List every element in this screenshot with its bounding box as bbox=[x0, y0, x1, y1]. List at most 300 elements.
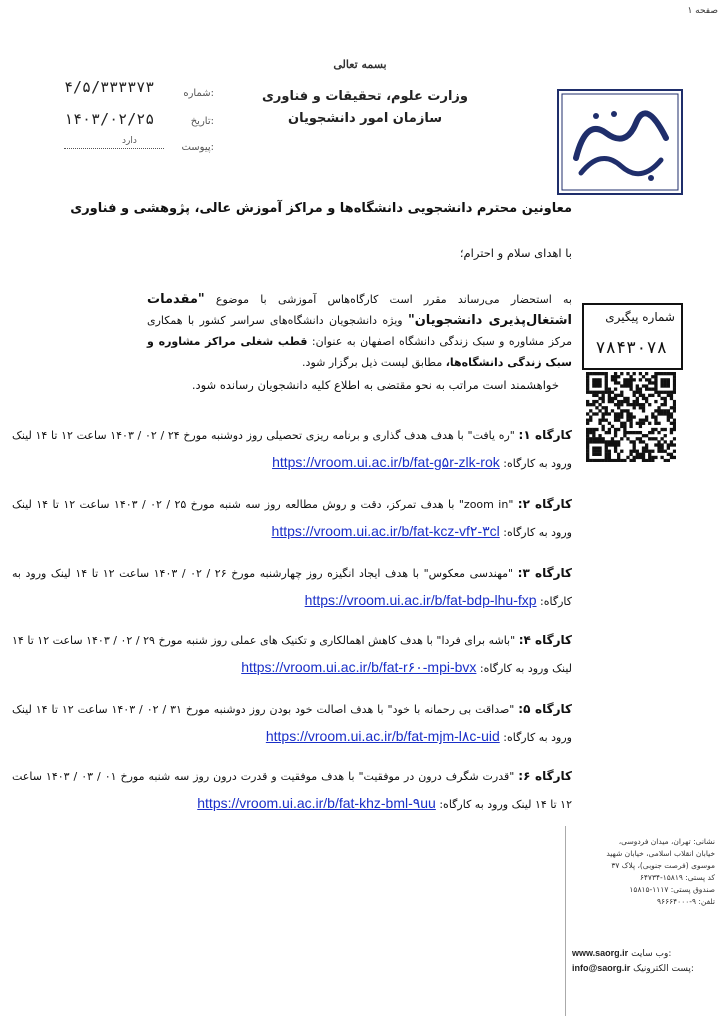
basmala: بسمه تعالی bbox=[333, 58, 387, 71]
qr-module bbox=[602, 425, 605, 428]
qr-module bbox=[654, 372, 657, 375]
qr-module bbox=[660, 372, 663, 375]
qr-module bbox=[670, 443, 673, 446]
qr-module bbox=[657, 422, 660, 425]
qr-module bbox=[614, 415, 617, 418]
qr-module bbox=[670, 431, 673, 434]
intro-topic: "مقدمات اشتغال‌پذیری دانشجویان" bbox=[147, 292, 572, 328]
qr-module bbox=[651, 459, 654, 462]
qr-module bbox=[636, 400, 639, 403]
intro-paragraph bbox=[147, 289, 572, 373]
qr-module bbox=[651, 431, 654, 434]
qr-module bbox=[611, 437, 614, 440]
qr-module bbox=[673, 456, 676, 459]
qr-module bbox=[605, 372, 608, 375]
qr-module bbox=[620, 415, 623, 418]
qr-module bbox=[611, 397, 614, 400]
qr-module bbox=[598, 440, 601, 443]
qr-module bbox=[660, 384, 663, 387]
qr-module bbox=[586, 440, 589, 443]
qr-module bbox=[673, 428, 676, 431]
qr-module bbox=[626, 431, 629, 434]
qr-module bbox=[660, 446, 663, 449]
qr-module bbox=[608, 391, 611, 394]
address-line: موسوی (فرصت جنوبی)، پلاک ۳۷ bbox=[611, 861, 715, 870]
qr-module bbox=[645, 443, 648, 446]
qr-module bbox=[623, 397, 626, 400]
qr-module bbox=[673, 391, 676, 394]
qr-module bbox=[586, 459, 589, 462]
qr-module bbox=[651, 381, 654, 384]
qr-module bbox=[614, 403, 617, 406]
qr-module bbox=[623, 425, 626, 428]
qr-module bbox=[657, 391, 660, 394]
qr-module bbox=[620, 394, 623, 397]
qr-module bbox=[620, 412, 623, 415]
qr-module bbox=[660, 378, 663, 381]
address-line: کد پستی: ۱۵۸۱۹-۶۴۷۳۴ bbox=[639, 873, 715, 882]
qr-module bbox=[639, 372, 642, 375]
workshop-link[interactable]: https://vroom.ui.ac.ir/b/fat-g۵r-zlk-rok bbox=[272, 454, 500, 470]
qr-module bbox=[657, 440, 660, 443]
website-link[interactable]: www.saorg.ir bbox=[572, 948, 629, 958]
qr-module bbox=[660, 450, 663, 453]
qr-module bbox=[614, 394, 617, 397]
qr-module bbox=[626, 397, 629, 400]
qr-module bbox=[592, 440, 595, 443]
qr-module bbox=[642, 440, 645, 443]
letter-number-label: شماره: bbox=[183, 88, 214, 99]
qr-module bbox=[664, 440, 667, 443]
qr-module bbox=[629, 431, 632, 434]
qr-module bbox=[605, 459, 608, 462]
qr-module bbox=[664, 450, 667, 453]
qr-module bbox=[605, 453, 608, 456]
qr-module bbox=[648, 422, 651, 425]
qr-module bbox=[667, 381, 670, 384]
qr-module bbox=[645, 434, 648, 437]
qr-module bbox=[667, 419, 670, 422]
qr-module bbox=[670, 428, 673, 431]
qr-module bbox=[629, 403, 632, 406]
qr-module bbox=[595, 412, 598, 415]
qr-module bbox=[654, 419, 657, 422]
qr-module bbox=[633, 394, 636, 397]
qr-module bbox=[673, 450, 676, 453]
qr-module bbox=[598, 419, 601, 422]
qr-module bbox=[598, 459, 601, 462]
qr-module bbox=[617, 403, 620, 406]
qr-module bbox=[595, 378, 598, 381]
qr-module bbox=[673, 400, 676, 403]
qr-module bbox=[645, 384, 648, 387]
qr-module bbox=[595, 384, 598, 387]
qr-module bbox=[633, 446, 636, 449]
qr-module bbox=[648, 459, 651, 462]
qr-module bbox=[592, 428, 595, 431]
qr-module bbox=[605, 375, 608, 378]
qr-module bbox=[626, 381, 629, 384]
qr-module bbox=[586, 388, 589, 391]
qr-module bbox=[633, 406, 636, 409]
qr-module bbox=[657, 409, 660, 412]
qr-module bbox=[636, 388, 639, 391]
qr-module bbox=[598, 372, 601, 375]
qr-module bbox=[605, 412, 608, 415]
qr-module bbox=[645, 450, 648, 453]
qr-module bbox=[645, 459, 648, 462]
address-line: صندوق پستی: ۱۱۱۷-۱۵۸۱۵ bbox=[629, 885, 715, 894]
qr-module bbox=[673, 381, 676, 384]
qr-module bbox=[673, 409, 676, 412]
qr-module bbox=[636, 450, 639, 453]
qr-module bbox=[611, 409, 614, 412]
qr-module bbox=[589, 428, 592, 431]
qr-module bbox=[605, 446, 608, 449]
qr-module bbox=[670, 394, 673, 397]
qr-module bbox=[648, 381, 651, 384]
intro-text-2: ویژه دانشجویان دانشگاه‌های سراسر کشور با همکاری مرکز مشاوره و سبک زندگی دانشگاه اصفهان به عنوان: bbox=[147, 314, 572, 348]
qr-module bbox=[639, 394, 642, 397]
workshop-label: کارگاه ۵: bbox=[518, 702, 573, 716]
qr-module bbox=[660, 409, 663, 412]
qr-module bbox=[629, 384, 632, 387]
qr-module bbox=[598, 450, 601, 453]
qr-module bbox=[614, 375, 617, 378]
qr-module bbox=[592, 434, 595, 437]
qr-module bbox=[595, 372, 598, 375]
qr-module bbox=[642, 419, 645, 422]
qr-module bbox=[636, 422, 639, 425]
organization-logo bbox=[556, 88, 684, 196]
qr-module bbox=[651, 388, 654, 391]
qr-module bbox=[636, 437, 639, 440]
qr-module bbox=[611, 391, 614, 394]
qr-module bbox=[664, 384, 667, 387]
qr-module bbox=[614, 412, 617, 415]
qr-module bbox=[629, 415, 632, 418]
qr-module bbox=[608, 431, 611, 434]
qr-module bbox=[611, 400, 614, 403]
qr-module bbox=[608, 443, 611, 446]
letter-date-label: تاریخ: bbox=[190, 116, 214, 127]
qr-code bbox=[586, 372, 676, 462]
qr-module bbox=[623, 400, 626, 403]
qr-module bbox=[667, 415, 670, 418]
qr-module bbox=[608, 428, 611, 431]
qr-module bbox=[626, 412, 629, 415]
workshop-link[interactable]: https://vroom.ui.ac.ir/b/fat-mjm-l۸c-uid bbox=[265, 728, 500, 744]
qr-module bbox=[605, 381, 608, 384]
qr-module bbox=[602, 437, 605, 440]
qr-module bbox=[636, 403, 639, 406]
qr-module bbox=[639, 406, 642, 409]
qr-module bbox=[648, 456, 651, 459]
qr-module bbox=[626, 419, 629, 422]
qr-module bbox=[629, 453, 632, 456]
qr-module bbox=[670, 397, 673, 400]
qr-module bbox=[623, 409, 626, 412]
qr-module bbox=[673, 437, 676, 440]
qr-module bbox=[660, 412, 663, 415]
workshop-link[interactable]: https://vroom.ui.ac.ir/b/fat-bdp-lhu-fxp bbox=[304, 592, 537, 608]
qr-module bbox=[664, 412, 667, 415]
qr-module bbox=[629, 381, 632, 384]
qr-module bbox=[620, 422, 623, 425]
qr-module bbox=[608, 459, 611, 462]
qr-module bbox=[586, 422, 589, 425]
qr-module bbox=[605, 406, 608, 409]
qr-module bbox=[589, 440, 592, 443]
qr-module bbox=[636, 453, 639, 456]
qr-module bbox=[614, 450, 617, 453]
qr-module bbox=[592, 384, 595, 387]
workshop-item bbox=[12, 763, 572, 818]
salutation: با اهدای سلام و احترام؛ bbox=[459, 246, 572, 260]
qr-module bbox=[608, 450, 611, 453]
qr-module bbox=[617, 456, 620, 459]
qr-module bbox=[595, 391, 598, 394]
qr-module bbox=[595, 453, 598, 456]
qr-module bbox=[633, 400, 636, 403]
qr-module bbox=[654, 391, 657, 394]
qr-module bbox=[670, 453, 673, 456]
qr-module bbox=[586, 403, 589, 406]
workshop-label: کارگاه ۶: bbox=[518, 769, 573, 783]
qr-module bbox=[586, 434, 589, 437]
qr-module bbox=[664, 391, 667, 394]
qr-module bbox=[667, 409, 670, 412]
letter-number: ۴/۵/۳۳۳۳۷۳ bbox=[64, 78, 155, 96]
qr-module bbox=[673, 406, 676, 409]
qr-module bbox=[626, 456, 629, 459]
qr-module bbox=[617, 415, 620, 418]
qr-module bbox=[636, 391, 639, 394]
qr-module bbox=[673, 443, 676, 446]
footer-contact bbox=[572, 946, 712, 976]
qr-module bbox=[673, 419, 676, 422]
qr-module bbox=[623, 378, 626, 381]
qr-module bbox=[595, 400, 598, 403]
qr-module bbox=[626, 415, 629, 418]
qr-module bbox=[623, 422, 626, 425]
qr-module bbox=[592, 431, 595, 434]
qr-module bbox=[645, 397, 648, 400]
qr-module bbox=[614, 459, 617, 462]
qr-module bbox=[589, 403, 592, 406]
qr-module bbox=[667, 446, 670, 449]
qr-module bbox=[645, 419, 648, 422]
qr-module bbox=[626, 400, 629, 403]
qr-module bbox=[664, 409, 667, 412]
qr-module bbox=[639, 425, 642, 428]
website-label: وب سایت: bbox=[631, 949, 672, 959]
qr-module bbox=[633, 415, 636, 418]
qr-module bbox=[645, 415, 648, 418]
qr-module bbox=[629, 375, 632, 378]
qr-module bbox=[595, 446, 598, 449]
qr-module bbox=[633, 459, 636, 462]
qr-module bbox=[614, 434, 617, 437]
qr-module bbox=[651, 415, 654, 418]
qr-module bbox=[639, 403, 642, 406]
qr-module bbox=[629, 419, 632, 422]
qr-module bbox=[654, 375, 657, 378]
qr-module bbox=[605, 378, 608, 381]
qr-module bbox=[605, 391, 608, 394]
qr-module bbox=[633, 403, 636, 406]
qr-module bbox=[617, 400, 620, 403]
qr-module bbox=[657, 443, 660, 446]
qr-module bbox=[642, 456, 645, 459]
qr-module bbox=[602, 394, 605, 397]
qr-module bbox=[598, 434, 601, 437]
qr-module bbox=[626, 409, 629, 412]
qr-module bbox=[636, 384, 639, 387]
qr-module bbox=[626, 403, 629, 406]
qr-module bbox=[586, 431, 589, 434]
workshop-link[interactable]: https://vroom.ui.ac.ir/b/fat-r۶۰-mpi-bvx bbox=[241, 659, 477, 675]
qr-module bbox=[605, 450, 608, 453]
qr-module bbox=[595, 381, 598, 384]
qr-module bbox=[654, 378, 657, 381]
qr-module bbox=[654, 437, 657, 440]
qr-module bbox=[605, 384, 608, 387]
qr-module bbox=[589, 437, 592, 440]
qr-module bbox=[645, 372, 648, 375]
qr-module bbox=[667, 459, 670, 462]
qr-module bbox=[642, 422, 645, 425]
qr-module bbox=[614, 397, 617, 400]
qr-module bbox=[633, 378, 636, 381]
workshop-link[interactable]: https://vroom.ui.ac.ir/b/fat-khz-bml-۹uu bbox=[197, 795, 436, 811]
qr-module bbox=[605, 409, 608, 412]
qr-module bbox=[636, 431, 639, 434]
qr-module bbox=[639, 440, 642, 443]
recipient: معاونین محترم دانشجویی دانشگاه‌ها و مراکز آموزش عالی، پژوهشی و فناوری bbox=[70, 201, 572, 216]
qr-module bbox=[657, 412, 660, 415]
qr-module bbox=[605, 440, 608, 443]
qr-module bbox=[620, 400, 623, 403]
qr-module bbox=[673, 384, 676, 387]
qr-module bbox=[657, 446, 660, 449]
qr-module bbox=[645, 388, 648, 391]
workshop-item bbox=[12, 627, 572, 682]
page-number: صفحه ۱ bbox=[687, 6, 718, 16]
qr-module bbox=[629, 378, 632, 381]
qr-module bbox=[673, 422, 676, 425]
qr-module bbox=[592, 378, 595, 381]
qr-module bbox=[654, 381, 657, 384]
workshop-link[interactable]: https://vroom.ui.ac.ir/b/fat-kcz-vf۲-۳cl bbox=[271, 523, 500, 539]
qr-module bbox=[642, 434, 645, 437]
qr-module bbox=[617, 375, 620, 378]
qr-module bbox=[589, 419, 592, 422]
qr-module bbox=[602, 459, 605, 462]
qr-module bbox=[598, 437, 601, 440]
qr-module bbox=[633, 443, 636, 446]
qr-module bbox=[654, 456, 657, 459]
qr-module bbox=[673, 425, 676, 428]
qr-module bbox=[626, 372, 629, 375]
qr-module bbox=[595, 440, 598, 443]
qr-module bbox=[636, 456, 639, 459]
qr-module bbox=[664, 428, 667, 431]
qr-module bbox=[660, 456, 663, 459]
qr-module bbox=[660, 437, 663, 440]
qr-module bbox=[614, 428, 617, 431]
qr-module bbox=[639, 422, 642, 425]
qr-module bbox=[633, 372, 636, 375]
qr-module bbox=[620, 403, 623, 406]
qr-module bbox=[605, 419, 608, 422]
qr-module bbox=[629, 388, 632, 391]
qr-module bbox=[664, 434, 667, 437]
qr-module bbox=[670, 456, 673, 459]
qr-module bbox=[667, 453, 670, 456]
qr-module bbox=[608, 388, 611, 391]
qr-module bbox=[595, 450, 598, 453]
qr-module bbox=[670, 391, 673, 394]
qr-module bbox=[660, 397, 663, 400]
attachment-line bbox=[64, 148, 164, 149]
qr-module bbox=[651, 456, 654, 459]
tracking-box bbox=[582, 303, 683, 370]
qr-module bbox=[608, 412, 611, 415]
qr-module bbox=[664, 403, 667, 406]
ministry-header bbox=[250, 86, 480, 130]
qr-module bbox=[651, 450, 654, 453]
qr-module bbox=[642, 375, 645, 378]
qr-module bbox=[670, 406, 673, 409]
qr-module bbox=[626, 437, 629, 440]
qr-module bbox=[648, 394, 651, 397]
qr-module bbox=[586, 453, 589, 456]
qr-module bbox=[586, 400, 589, 403]
qr-module bbox=[657, 450, 660, 453]
qr-module bbox=[586, 375, 589, 378]
qr-module bbox=[605, 431, 608, 434]
qr-module bbox=[617, 440, 620, 443]
qr-module bbox=[614, 443, 617, 446]
workshop-description: "صداقت بی رحمانه با خود" با هدف اصالت خود بودن روز دوشنبه مورخ ۳۱ / ۰۲ / ۱۴۰۳ ساعت ۱۲ تا ۱۴ لینک ورود به کارگاه: bbox=[12, 703, 572, 744]
workshop-item bbox=[12, 491, 572, 546]
qr-module bbox=[664, 381, 667, 384]
qr-module bbox=[598, 397, 601, 400]
workshop-description: "zoom in" با هدف تمرکز، دقت و روش مطالعه روز سه شنبه مورخ ۲۵ / ۰۲ / ۱۴۰۳ ساعت ۱۲ تا ۱۴ لینک ورود به کارگاه: bbox=[12, 498, 572, 539]
attachment-label: پیوست: bbox=[181, 142, 214, 153]
qr-module bbox=[598, 378, 601, 381]
workshop-item bbox=[12, 422, 572, 477]
attachment-value: دارد bbox=[122, 136, 137, 146]
workshop-item bbox=[12, 696, 572, 751]
qr-module bbox=[602, 428, 605, 431]
qr-module bbox=[589, 391, 592, 394]
qr-module bbox=[623, 381, 626, 384]
email-link[interactable]: info@saorg.ir bbox=[572, 963, 631, 973]
qr-module bbox=[611, 375, 614, 378]
qr-module bbox=[648, 437, 651, 440]
qr-module bbox=[586, 446, 589, 449]
qr-module bbox=[651, 412, 654, 415]
qr-module bbox=[651, 375, 654, 378]
qr-module bbox=[667, 443, 670, 446]
qr-module bbox=[620, 425, 623, 428]
request-line: خواهشمند است مراتب به نحو مقتضی به اطلاع کلیه دانشجویان رسانده شود. bbox=[191, 378, 559, 392]
workshop-description: "باشه برای فردا" با هدف کاهش اهمالکاری و تکنیک های عملی روز شنبه مورخ ۲۹ / ۰۲ / ۱۴۰۳ ساعت ۱۲ تا ۱۴ لینک ورود به کارگاه: bbox=[12, 634, 572, 675]
qr-module bbox=[586, 412, 589, 415]
qr-module bbox=[602, 400, 605, 403]
